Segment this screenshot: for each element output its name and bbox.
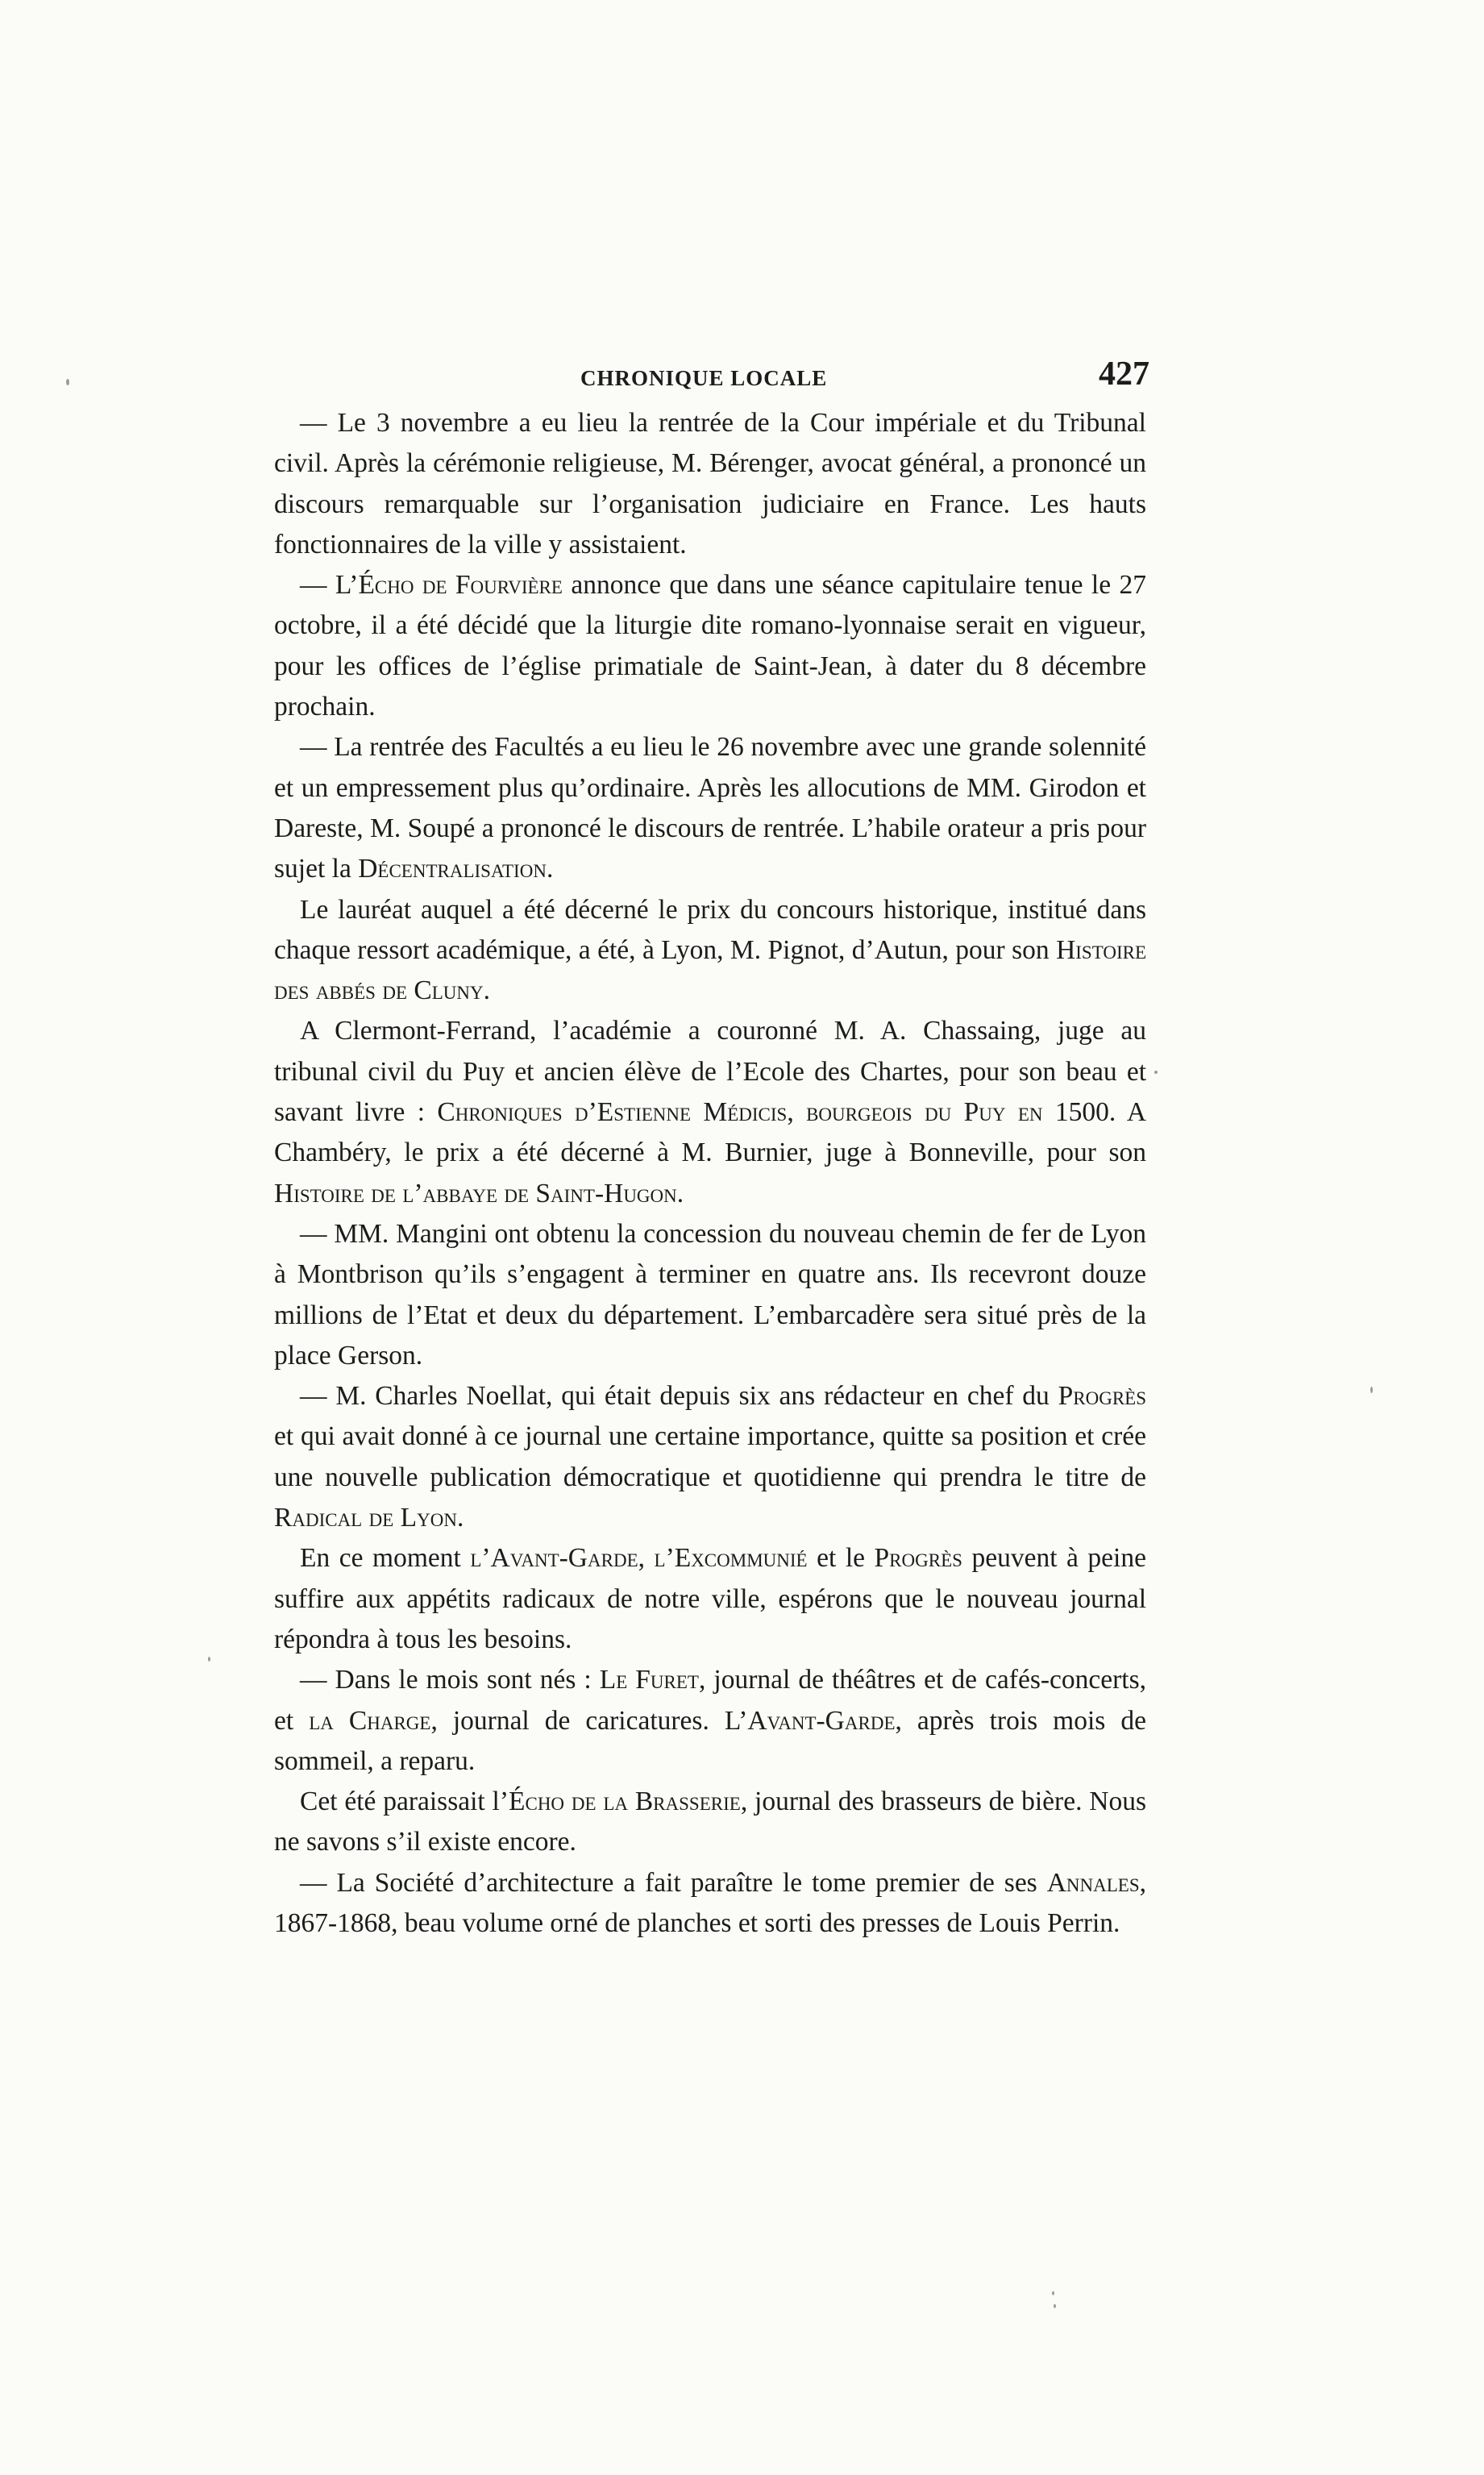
text-run: , 1867-1868, beau volume orné de planches et sorti des presses de Louis Perrin. [274,1867,1146,1938]
text-run: — MM. Mangini ont obtenu la concession du nouveau chemin de fer de Lyon à Montbrison qu’ils s’engagent à terminer en quatre ans. Ils recevront douze millions de l’Etat et deux du département. L’embarcadère sera situé près de la place Gerson. [274,1218,1146,1371]
publication-title: Radical de Lyon [274,1503,457,1533]
publication-title: Histoire des abbés de Cluny [274,934,1146,1006]
publication-title: Histoire de l’abbaye de Saint-Hugon [274,1178,677,1208]
paragraph [274,1011,1146,1213]
publication-title: Écho de la Brasserie [509,1787,741,1817]
text-run: — L’ [300,570,359,601]
scan-speck [66,379,69,385]
text-run: . [483,975,490,1006]
scan-speck [1370,1387,1373,1393]
publication-title: l’Avant-Garde, l’Excommunié [470,1543,808,1574]
text-run: , journal de théâtres et de cafés-concerts, et [274,1665,1146,1736]
page-number: 427 [1099,356,1149,393]
text-run: annonce que dans une séance capitulaire tenue le 27 octobre, il a été décidé que la liturgie dite romano-lyonnaise serait en vigueur, pour les offices de l’église primatiale de Saint-Jean, à dater du 8 décembre prochain. [274,570,1146,722]
paragraph [274,403,1146,565]
publication-title: Avant-Garde [747,1705,896,1736]
text-run: , journal des brasseurs de bière. Nous ne savons s’il existe encore. [274,1787,1146,1857]
paragraph [274,1660,1146,1782]
text-run: , journal de caricatures. L’ [430,1705,748,1736]
publication-title: Le Furet [599,1665,699,1695]
running-title: CHRONIQUE LOCALE [580,366,828,390]
chronicle-text [274,403,1146,1944]
text-run: — Le 3 novembre a eu lieu la rentrée de la Cour impériale et du Tribunal civil. Après la cérémonie religieuse, M. Bérenger, avocat général, a prononcé un discours remarquable sur l’organisation judiciaire en France. Les hauts fonctionnaires de la ville y assistaient. [274,408,1146,559]
text-run: et le [807,1543,875,1574]
scan-speck [1054,2304,1056,2308]
text-run: 1500. A Chambéry, le prix a été décerné à M. Burnier, juge à Bonneville, pour son [274,1097,1147,1168]
text-run: peuvent à peine suffire aux appétits radicaux de notre ville, espérons que le nouveau journal répondra à tous les besoins. [274,1543,1146,1654]
text-run: et qui avait donné à ce journal une certaine importance, quitte sa position et crée une nouvelle publication démocratique et quotidienne qui prendra le titre de [274,1421,1146,1492]
publication-title: Chroniques d’Estienne Médicis, bourgeois du Puy en [437,1097,1043,1128]
text-run: A Clermont-Ferrand, l’académie a couronné M. A. Chassaing, juge au tribunal civil du Puy et ancien élève de l’Ecole des Chartes, pour son beau et savant livre : [274,1016,1146,1128]
text-run: , après trois mois de sommeil, a reparu. [274,1705,1146,1776]
scan-speck [208,1657,210,1662]
text-run: . [456,1503,464,1533]
paragraph [274,727,1146,889]
publication-title: Annales [1046,1867,1140,1898]
paragraph [274,1376,1146,1538]
paragraph [274,1863,1146,1945]
paragraph [274,565,1146,727]
publication-title: Écho de Fourvière [358,570,563,601]
publication-title: Progrès [874,1543,962,1574]
scan-speck [1052,2291,1054,2295]
publication-title: la Charge [309,1705,431,1736]
paragraph [274,1538,1146,1660]
text-run: Cet été paraissait l’ [300,1787,509,1817]
scan-speck [1154,1071,1158,1074]
publication-title: Décentralisation [358,854,547,884]
text-run: . [676,1178,684,1208]
page-header [281,355,1151,403]
paragraph [274,1214,1146,1376]
paragraph [274,1782,1146,1863]
text-run: . [546,854,554,884]
text-run: — M. Charles Noellat, qui était depuis six ans rédacteur en chef du [300,1381,1058,1412]
paragraph [274,890,1146,1012]
text-run: — La rentrée des Facultés a eu lieu le 26 novembre avec une grande solennité et un empressement plus qu’ordinaire. Après les allocutions de MM. Girodon et Dareste, M. Soupé a prononcé le discours de rentrée. L’habile orateur a pris pour sujet la [274,732,1146,884]
text-run: En ce moment [300,1543,471,1574]
publication-title: Progrès [1058,1381,1146,1412]
text-run: Le lauréat auquel a été décerné le prix du concours historique, institué dans chaque ressort académique, a été, à Lyon, M. Pignot, d’Autun, pour son [274,894,1146,965]
text-run: — La Société d’architecture a fait paraître le tome premier de ses [300,1867,1047,1898]
text-run: — Dans le mois sont nés : [300,1665,600,1695]
